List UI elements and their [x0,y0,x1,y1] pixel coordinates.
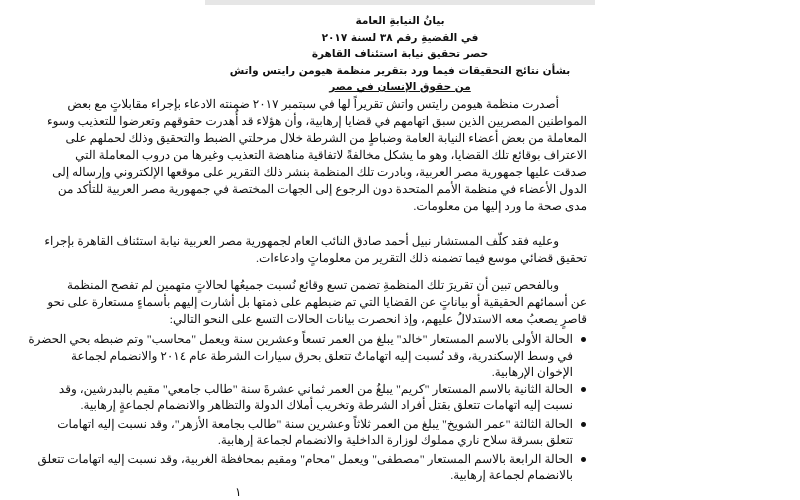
title-text: بشأن نتائج التحقيقات فيما ورد بتقرير منظمة هيومن رايتس واتش [229,64,571,77]
title-text: في القضيةِ رقم ٣٨ لسنة ٢٠١٧ [321,31,479,44]
text-line: تحقيق قضائي موسع فيما تضمنه ذلك التقرير من معلوماتٍ وادعاءات. [256,251,587,265]
list-item [28,331,587,381]
cases-list [28,331,587,484]
text-line: المعاملة من بعض أعضاء النيابة العامة وضباطٍ من الشرطة خلال مرحلتي الضبط والتحقيق وذلك لحملهم على [65,131,587,145]
title-text: حصر تحقيق نيابة استئناف القاهرة [311,48,489,60]
bullet-icon [581,422,586,427]
paragraph-assignment [44,233,587,267]
text-line: مدى صحة ما ورد إليها من معلومات. [413,199,587,213]
bullet-icon [581,387,586,392]
text-line: عن أسمائهم الحقيقية أو بياناتٍ عن القضايا التي تم ضبطهم على ذمتها بل أشارت إليهم بأسماءٍ مستعارة على نحو [47,295,587,309]
title-line [205,46,595,63]
document-title [205,13,595,96]
title-text: بيانُ النيابةِ العامة [355,15,445,27]
text-line: في وسط الإسكندرية، وقد نُسبت إليه اتهاماتٌ تتعلق بحرق سيارات الشرطة عام ٢٠١٤ والانضمام لجماعة [71,348,573,363]
text-line: الحالة الثانية بالاسم المستعار "كريم" يبلغُ من العمر ثماني عشرةَ سنة "طالب جامعي" مقيم بالبدرشين، وقد [58,381,573,396]
text-line: وعليه فقد كلّف المستشار نبيل أحمد صادق النائب العام لجمهورية مصر العربية نيابة استئناف القاهرة بإجراء [44,234,559,248]
bullet-icon [581,457,586,462]
list-item [37,451,587,484]
text-line: بالانضمام لجماعة إرهابية. [450,468,573,482]
text-line: الحالة الرابعة بالاسم المستعار "مصطفى" ويعمل "محام" ومقيم بمحافظة الغربية، وقد نسبت إليه اتهامات تتعلق [37,451,573,466]
document-page [28,5,595,500]
text-line: وبالفحص تبين أن تقريرَ تلك المنظمةِ تضمن تسع وقائع نُسبت جميعُها لحالاتٍ متهمين لم تفصح المنظمة [66,278,559,292]
text-line: الدول الأعضاء في منظمة الأمم المتحدة دون الرجوع إلى الجهات المختصة في جمهورية مصر العربية للتأكد من [57,182,587,196]
text-line: أصدرت منظمة هيومن رايتس واتش تقريراً لها في سبتمبر ٢٠١٧ ضمنته الادعاء بإجراء مقابلاتٍ مع بعض [67,97,559,111]
paragraph-intro [46,96,587,215]
bullet-icon [581,337,586,342]
text-line: الحالة الأولى بالاسم المستعار "خالد" يبلغ من العمر تسعاً وعشرين سنة ويعمل "محاسب" وتم ضبطه بحي الحضرة [28,332,573,346]
text-line: تتعلق بسرقة سلاح ناري مملوك لوزارة الداخلية والانضمام لجماعة إرهابية. [217,433,573,447]
title-line [205,13,595,30]
title-line [205,63,595,80]
title-line [205,30,595,47]
text-line: الاعتراف بوقائع تلك القضايا، وهو ما يشكل مخالفةً لاتفاقية مناهضة التعذيب وغيرها من دروب المعاملة التي [75,148,587,162]
title-line [205,79,595,96]
text-line: المواطنين المصريين الذين سبق اتهامهم في قضايا إرهابية، وأن هؤلاء قد أُهدرت حقوقهم وتعرضوا للتعذيب وسوء [46,114,587,128]
text-line: الحالة الثالثة "عمر الشويخ" يبلغ من العمر ثلاثاً وعشرين سنة "طالب بجامعة الأزهر"، وقد نسبت إليه اتهامات [57,416,573,431]
text-line: الإخوان الإرهابية. [491,365,573,379]
list-item [57,416,587,449]
text-line: قاصرٍ يصعبُ معه الاستدلالُ عليهم، وإذ انحصرت بيانات الحالات التسع على النحو التالي: [169,312,587,326]
text-line: نسبت إليه اتهامات تتعلق بقتل أفراد الشرطة وتخريب أملاك الدولة والتظاهر والانضمام لجماعةٍ إرهابية. [80,398,573,412]
page-number: ١ [235,485,242,499]
paragraph-findings [47,277,587,328]
text-line: صدقت عليها جمهورية مصر العربية، وبادرت تلك المنظمة بنشر ذلك التقرير على موقعها الإلكتروني وإرساله إلى [52,165,587,179]
list-item [58,381,587,414]
title-text: من حقوق الإنسان في مصر [329,81,471,93]
